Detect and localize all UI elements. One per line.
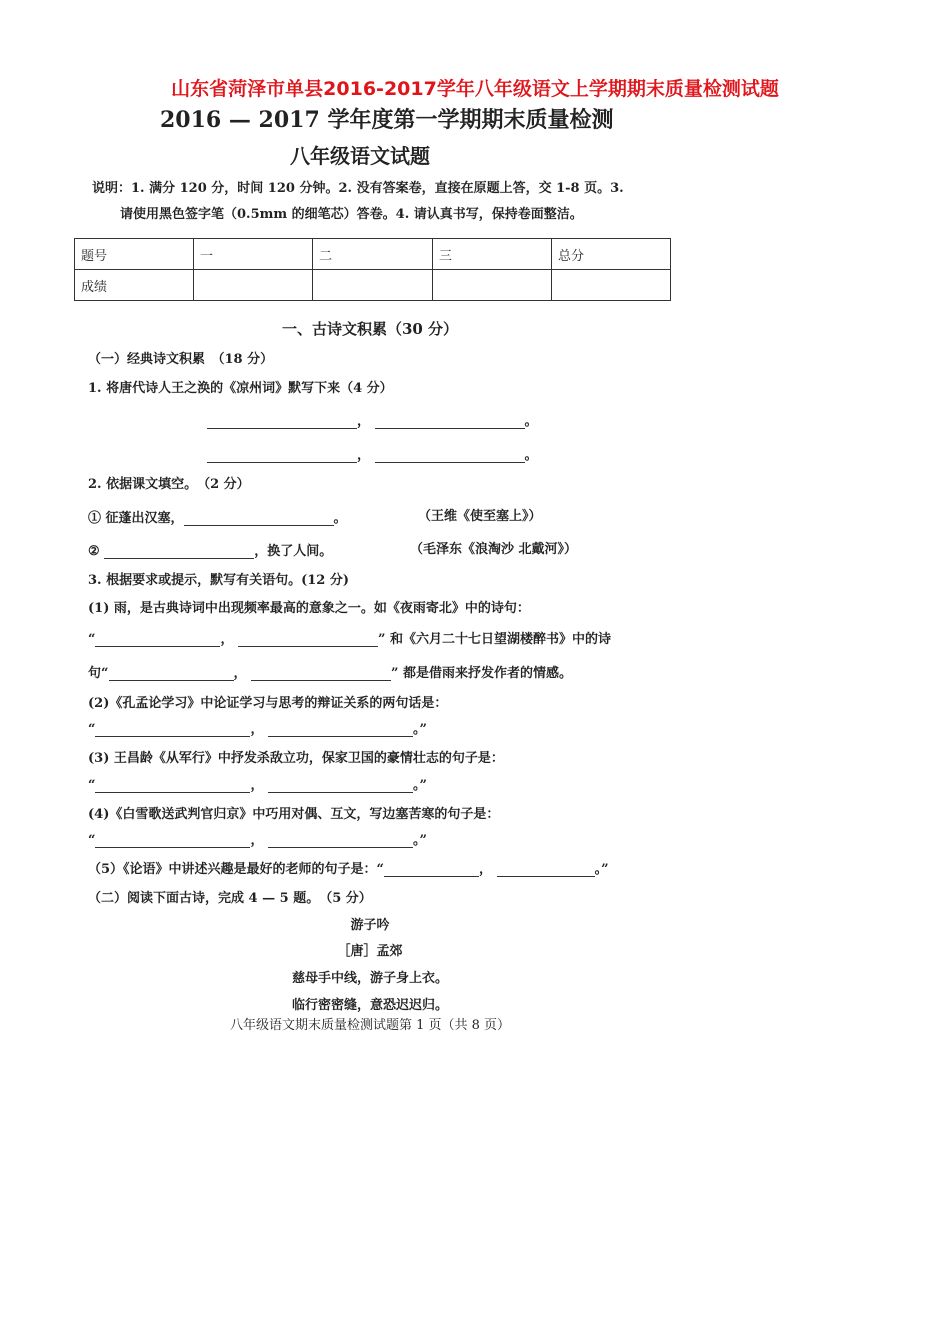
q3-2-answer-row: “ ， 。” (88, 722, 427, 737)
answer-blank[interactable] (184, 511, 334, 526)
cell-section-3: 三 (433, 239, 552, 270)
answer-blank[interactable] (497, 862, 595, 877)
answer-blank[interactable] (95, 778, 250, 793)
document-banner-title: 山东省菏泽市单县2016-2017学年八年级语文上学期期末质量检测试题 (171, 78, 779, 100)
part-2-title: （二）阅读下面古诗，完成 4 — 5 题。 （5 分） (88, 891, 372, 906)
cell-total: 总分 (552, 239, 671, 270)
cell-score-total[interactable] (552, 270, 671, 301)
answer-blank[interactable] (375, 448, 525, 463)
cell-question-label: 题号 (75, 239, 194, 270)
answer-blank[interactable] (384, 862, 479, 877)
q3-1-tail: 都是借雨来抒发作者的情感。 (403, 666, 573, 681)
answer-blank[interactable] (95, 722, 250, 737)
cell-score-1[interactable] (194, 270, 313, 301)
question-1: 1. 将唐代诗人王之涣的《凉州词》默写下来（4 分） (88, 381, 393, 396)
q3-4-prompt: (4)《白雪歌送武判官归京》中巧用对偶、互文，写边塞苦寒的句子是： (88, 807, 500, 822)
answer-blank[interactable] (268, 833, 413, 848)
q3-5-row: （5）《论语》中讲述兴趣是最好的老师的句子是：“ ， 。” (88, 862, 609, 877)
poem-line-1: 慈母手中线，游子身上衣。 (291, 971, 448, 986)
q3-4-answer-row: “ ， 。” (88, 833, 427, 848)
answer-blank[interactable] (104, 544, 254, 559)
q2-item-1: ① 征蓬出汉塞， 。 (88, 511, 347, 526)
exam-subheading: 八年级语文试题 (290, 144, 430, 168)
q2-item-2-source: （毛泽东《浪淘沙 北戴河》） (410, 542, 578, 557)
answer-blank[interactable] (95, 632, 220, 647)
cell-section-1: 一 (194, 239, 313, 270)
q3-2-prompt: (2)《孔孟论学习》中论证学习与思考的辩证关系的两句话是： (88, 696, 448, 711)
q3-1-mid-text: 和《六月二十七日望湖楼醉书》中的诗 (390, 632, 612, 647)
instructions-line-1: 说明：1. 满分 120 分，时间 120 分钟。2. 没有答案卷，直接在原题上答，交 1-8 页。3. (92, 181, 624, 196)
q3-3-prompt: (3) 王昌龄《从军行》中抒发杀敌立功，保家卫国的豪情壮志的句子是： (88, 751, 504, 766)
score-table (74, 238, 671, 301)
answer-blank[interactable] (375, 414, 525, 429)
answer-blank[interactable] (95, 833, 250, 848)
answer-blank[interactable] (268, 722, 413, 737)
poem-line-2: 临行密密缝，意恐迟迟归。 (291, 998, 448, 1013)
q3-1-lead: 句 (88, 666, 102, 681)
section-1-title: 一、古诗文积累（30 分） (281, 320, 459, 338)
answer-blank[interactable] (268, 778, 413, 793)
cell-score-label: 成绩 (75, 270, 194, 301)
q2-item-2 (88, 540, 332, 559)
q2-item-1-text: ① 征蓬出汉塞， (88, 511, 184, 526)
cell-score-3[interactable] (433, 270, 552, 301)
q2-item-1-source: （王维《使至塞上》） (418, 509, 542, 524)
page-footer: 八年级语文期末质量检测试题第 1 页（共 8 页） (229, 1018, 511, 1033)
q3-3-answer-row: “ ， 。” (88, 778, 427, 793)
poem-title: 游子吟 (350, 918, 390, 933)
cell-score-2[interactable] (313, 270, 433, 301)
exam-heading: 2016 — 2017 学年度第一学期期末质量检测 (160, 107, 614, 133)
score-table-header-row (75, 239, 671, 270)
q1-answer-row-2: ， 。 (207, 444, 538, 463)
answer-blank[interactable] (109, 666, 234, 681)
instructions-line-2: 请使用黑色签字笔（0.5mm 的细笔芯）答卷。4. 请认真书写，保持卷面整洁。 (120, 207, 583, 222)
cell-section-2: 二 (313, 239, 433, 270)
q1-answer-row-1: ， 。 (207, 410, 538, 429)
answer-blank[interactable] (238, 632, 378, 647)
q3-5-prompt: （5）《论语》中讲述兴趣是最好的老师的句子是： (88, 862, 377, 877)
q3-1-prompt: (1) 雨，是古典诗词中出现频率最高的意象之一。如《夜雨寄北》中的诗句： (88, 601, 530, 616)
answer-blank[interactable] (207, 414, 357, 429)
q2-item-2-number: ② (88, 544, 100, 559)
answer-blank[interactable] (207, 448, 357, 463)
q3-1-answer-row: “ ， ” 和《六月二十七日望湖楼醉书》中的诗 (88, 632, 612, 647)
question-3: 3. 根据要求或提示，默写有关语句。(12 分) (88, 573, 350, 588)
score-table-score-row (75, 270, 671, 301)
answer-blank[interactable] (251, 666, 391, 681)
question-2: 2. 依据课文填空。 （2 分） (88, 477, 250, 492)
part-1-title: （一）经典诗文积累 （18 分） (88, 352, 274, 367)
q3-1-answer-row-2: 句“ ， ” 都是借雨来抒发作者的情感。 (88, 666, 573, 681)
q2-item-2-text: ，换了人间。 (254, 544, 333, 559)
poem-author: ［唐］孟郊 (337, 944, 403, 959)
